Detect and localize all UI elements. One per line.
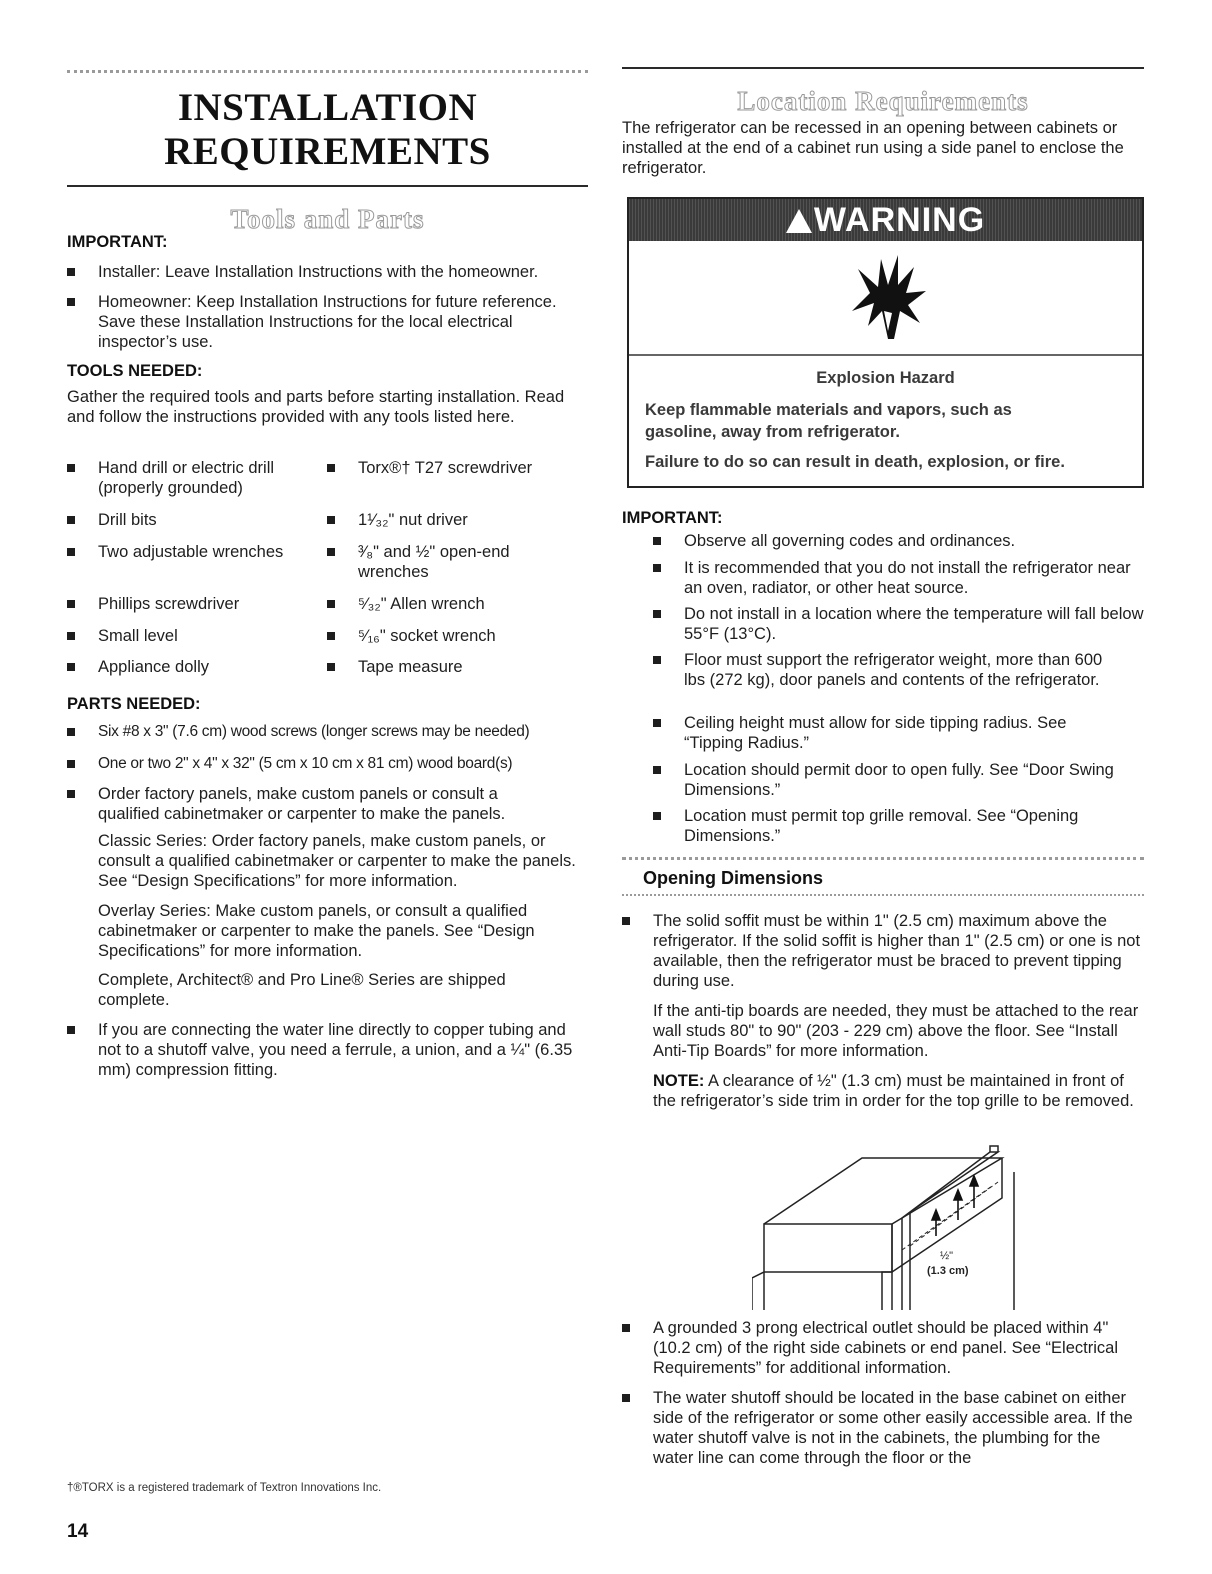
bullet-icon [67, 632, 75, 640]
bullet-icon [67, 1026, 75, 1034]
bullet-icon [622, 917, 630, 925]
bullet-icon [653, 564, 661, 572]
bullet-icon [653, 719, 661, 727]
bullet-icon [327, 548, 335, 556]
bullet-icon [67, 516, 75, 524]
bullet-icon [67, 268, 75, 276]
important-label: IMPORTANT: [67, 233, 168, 251]
bullet-icon [67, 548, 75, 556]
tools-parts-heading: Tools and Parts [230, 204, 425, 234]
subhead-dotted-rule [622, 894, 1144, 896]
bullet-icon [653, 766, 661, 774]
warning-label: WARNING [629, 199, 1142, 241]
bullet-icon [67, 760, 75, 768]
bullet-icon [327, 516, 335, 524]
bullet-icon [327, 464, 335, 472]
grille-clearance-diagram [752, 1138, 1024, 1310]
location-important-label: IMPORTANT: [622, 509, 723, 527]
bullet-icon [653, 610, 661, 618]
opening-dimensions-heading: Opening Dimensions [643, 868, 824, 888]
bullet-icon [327, 663, 335, 671]
page-number: 14 [67, 1521, 89, 1542]
bullet-icon [67, 663, 75, 671]
bullet-icon [653, 812, 661, 820]
location-heading: Location Requirements [737, 86, 1029, 116]
note-text: NOTE: A clearance of ½" (1.3 cm) must be maintained in front of the refrigerator’s side trim in order for the top grille to be removed. [653, 1072, 1134, 1110]
warning-box [627, 197, 1144, 488]
warning-hazard: Explosion Hazard [816, 369, 955, 387]
diagram-label: (1.3 cm) [927, 1265, 969, 1277]
bullet-icon [622, 1324, 630, 1332]
complete-series-note: Complete, Architect® and Pro Line® Series are shipped complete. [98, 971, 506, 1009]
bullet-icon [327, 632, 335, 640]
warning-line: Failure to do so can result in death, explosion, or fire. [645, 453, 1065, 471]
bullet-icon [67, 600, 75, 608]
tools-intro: Gather the required tools and parts before starting installation. Read and follow the instructions provided with any tools listed here. [67, 388, 565, 426]
bullet-icon [327, 600, 335, 608]
section-dotted-rule [622, 857, 1144, 860]
antitip-text: If the anti-tip boards are needed, they must be attached to the rear wall studs 80" to 90" (203 - 229 cm) above the floor. See “Install Anti-Tip Boards” for more information. [653, 1002, 1139, 1060]
classic-series-note: Classic Series: Order factory panels, make custom panels, or consult a qualified cabinetmaker or carpenter to make the panels. See “Design Specifications” for more information. [98, 832, 576, 890]
bullet-icon [67, 298, 75, 306]
bullet-icon [67, 728, 75, 736]
top-dotted-rule [67, 70, 588, 73]
diagram-label: ½" [940, 1250, 954, 1262]
bullet-icon [67, 464, 75, 472]
explosion-icon [848, 251, 928, 341]
warning-line: gasoline, away from refrigerator. [645, 423, 900, 441]
parts-needed-label: PARTS NEEDED: [67, 695, 201, 713]
overlay-series-note: Overlay Series: Make custom panels, or consult a qualified cabinetmaker or carpenter to make the panels. See “Design Specifications” for more information. [98, 902, 535, 960]
page-title: INSTALLATION REQUIREMENTS [164, 86, 491, 173]
warning-divider [629, 354, 1142, 356]
title-underline [67, 185, 588, 187]
bullet-icon [67, 790, 75, 798]
warning-triangle-icon [786, 209, 812, 233]
warning-line: Keep flammable materials and vapors, such as [645, 401, 1012, 419]
bullet-icon [653, 537, 661, 545]
right-top-rule [622, 67, 1144, 69]
location-intro: The refrigerator can be recessed in an opening between cabinets or installed at the end of a cabinet run using a side panel to enclose the refrigerator. [622, 119, 1124, 177]
bullet-icon [622, 1394, 630, 1402]
tools-needed-label: TOOLS NEEDED: [67, 362, 203, 380]
bullet-icon [653, 656, 661, 664]
footnote: †®TORX is a registered trademark of Textron Innovations Inc. [67, 1482, 382, 1494]
